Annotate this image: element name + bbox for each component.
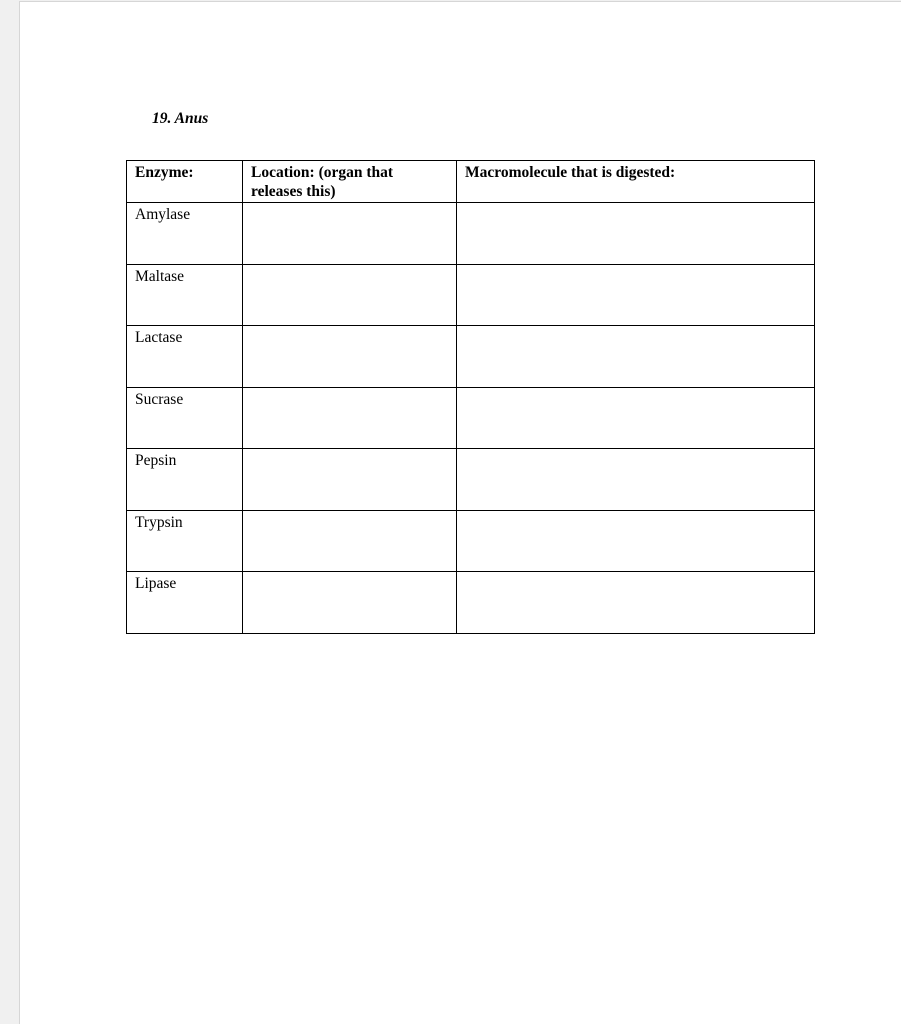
- enzyme-cell: Pepsin: [127, 449, 243, 511]
- enzyme-cell: Maltase: [127, 264, 243, 326]
- location-cell[interactable]: [243, 264, 457, 326]
- location-cell[interactable]: [243, 510, 457, 572]
- location-cell[interactable]: [243, 572, 457, 634]
- location-cell[interactable]: [243, 326, 457, 388]
- header-enzyme: Enzyme:: [127, 161, 243, 203]
- enzyme-table: [126, 160, 815, 634]
- enzyme-cell: Lactase: [127, 326, 243, 388]
- enzyme-cell: Amylase: [127, 203, 243, 265]
- header-location: Location: (organ that releases this): [243, 161, 457, 203]
- location-cell[interactable]: [243, 203, 457, 265]
- table-row: [127, 387, 815, 449]
- table-header-row: [127, 161, 815, 203]
- table-row: [127, 203, 815, 265]
- table-row: [127, 326, 815, 388]
- macromolecule-cell[interactable]: [457, 572, 815, 634]
- table-row: [127, 510, 815, 572]
- location-cell[interactable]: [243, 449, 457, 511]
- macromolecule-cell[interactable]: [457, 203, 815, 265]
- macromolecule-cell[interactable]: [457, 326, 815, 388]
- section-heading: 19. Anus: [152, 110, 209, 127]
- enzyme-cell: Lipase: [127, 572, 243, 634]
- enzyme-cell: Sucrase: [127, 387, 243, 449]
- macromolecule-cell[interactable]: [457, 510, 815, 572]
- document-page: [19, 1, 901, 1024]
- header-macromolecule: Macromolecule that is digested:: [457, 161, 815, 203]
- table-row: [127, 264, 815, 326]
- macromolecule-cell[interactable]: [457, 387, 815, 449]
- macromolecule-cell[interactable]: [457, 264, 815, 326]
- enzyme-cell: Trypsin: [127, 510, 243, 572]
- table-row: [127, 572, 815, 634]
- table-row: [127, 449, 815, 511]
- macromolecule-cell[interactable]: [457, 449, 815, 511]
- location-cell[interactable]: [243, 387, 457, 449]
